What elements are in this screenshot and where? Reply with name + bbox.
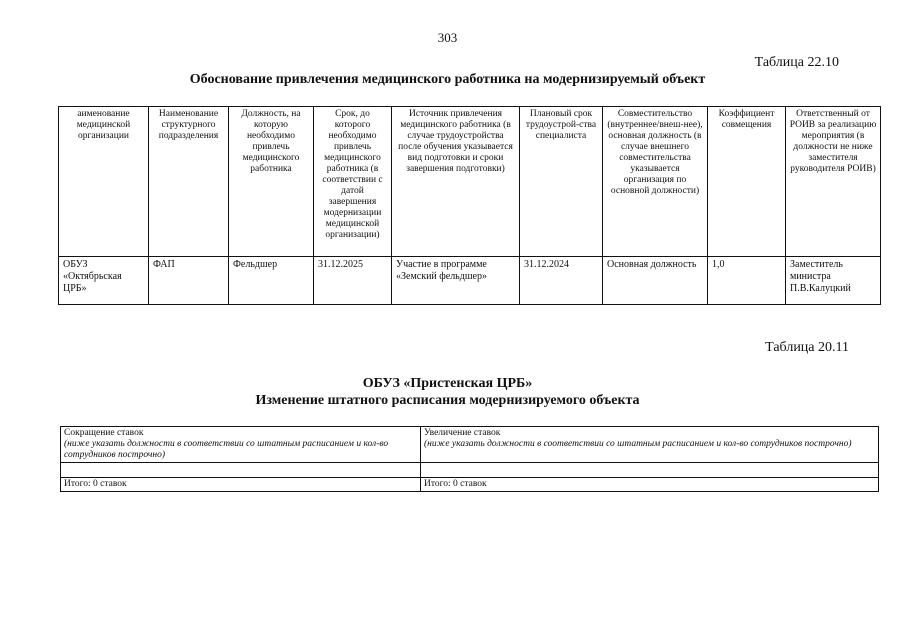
table-cell: ФАП <box>149 257 229 305</box>
table-cell: Фельдшер <box>229 257 314 305</box>
increase-header: Увеличение ставок <box>424 428 501 438</box>
page-number: 303 <box>437 30 458 45</box>
column-header: Срок, до которого необходимо привлечь медицинского работника (в соответствии с датой завершения модернизации медицинской организации) <box>314 107 392 257</box>
table-row <box>59 257 881 305</box>
table-title: Обоснование привлечения медицинского работника на модернизируемый объект <box>189 72 706 87</box>
staffing-change-table <box>60 426 879 492</box>
increase-total: Итого: 0 ставок <box>421 478 879 492</box>
increase-hint: (ниже указать должности в соответствии со штатным расписанием и кол-во сотрудников построчно) <box>424 439 852 449</box>
table-header-row <box>61 427 879 463</box>
table-cell: 1,0 <box>708 257 786 305</box>
reduction-hint: (ниже указать должности в соответствии со штатным расписанием и кол-во сотрудников построчно) <box>64 439 389 460</box>
column-header: аименование медицинской организации <box>59 107 149 257</box>
reduction-header: Сокращение ставок <box>64 428 144 438</box>
table-cell: 31.12.2024 <box>520 257 603 305</box>
column-header: Совместительство (внутреннее/внеш-нее), основная должность (в случае внешнего совместительства указывается организация по основной должности) <box>603 107 708 257</box>
table-cell: Участие в программе «Земский фельдшер» <box>392 257 520 305</box>
table-label: Таблица 22.10 <box>754 55 839 70</box>
column-header: Наименование структурного подразделения <box>149 107 229 257</box>
table-cell: ОБУЗ «Октябрьская ЦРБ» <box>59 257 149 305</box>
organization-title: ОБУЗ «Пристенская ЦРБ» <box>362 376 533 391</box>
column-header: Коэффициент совмещения <box>708 107 786 257</box>
column-header: Должность, на которую необходимо привлечь медицинского работника <box>229 107 314 257</box>
reduction-header-cell <box>61 427 421 463</box>
reduction-total: Итого: 0 ставок <box>61 478 421 492</box>
justification-table <box>58 106 881 305</box>
table-cell: Заместитель министра П.В.Калуцкий <box>786 257 881 305</box>
column-header: Источник привлечения медицинского работника (в случае трудоустройства после обучения указывается вид подготовки и сроки завершения подготовки) <box>392 107 520 257</box>
table-cell: 31.12.2025 <box>314 257 392 305</box>
table-cell <box>61 463 421 478</box>
column-header: Ответственный от РОИВ за реализацию мероприятия (в должности не ниже заместителя руководителя РОИВ) <box>786 107 881 257</box>
column-header: Плановый срок трудоустрой-ства специалиста <box>520 107 603 257</box>
table-header-row <box>59 107 881 257</box>
total-row <box>61 478 879 492</box>
increase-header-cell <box>421 427 879 463</box>
table-cell: Основная должность <box>603 257 708 305</box>
table-label: Таблица 20.11 <box>765 340 849 355</box>
table-row <box>61 463 879 478</box>
table-cell <box>421 463 879 478</box>
table-title: Изменение штатного расписания модернизируемого объекта <box>255 393 640 408</box>
